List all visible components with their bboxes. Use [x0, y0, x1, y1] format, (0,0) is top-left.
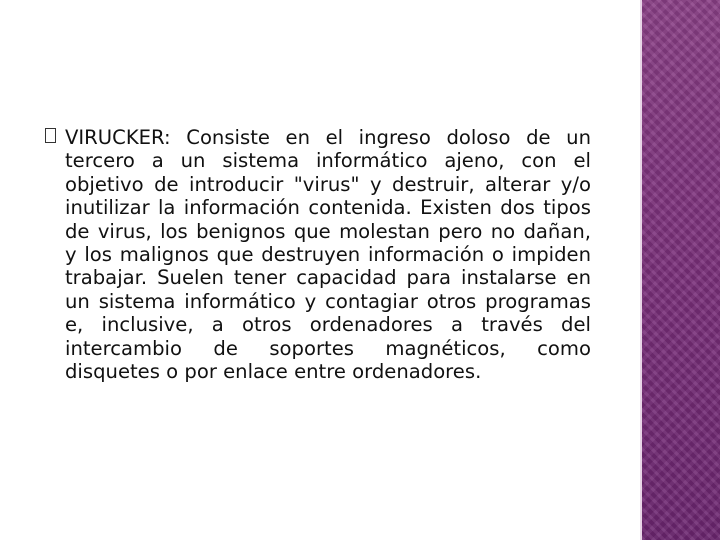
definition-text: Consiste en el ingreso doloso de un tercero a un sistema informático ajeno, con el objetivo de introducir "virus" y destruir, alterar y/o inutilizar la información contenida. Existen dos tipos de virus, los benignos que molestan pero no dañan, y los malignos que destruyen información o impiden trabajar. Suelen tener capacidad para instalarse en un sistema informático y contagiar otros programas e, inclusive, a otros ordenadores a través del intercambio de soportes magnéticos, como disquetes o por enlace entre ordenadores. — [65, 126, 591, 384]
square-bullet-icon — [45, 128, 56, 143]
term-virucker: VIRUCKER: — [65, 126, 171, 149]
bullet-paragraph — [45, 126, 591, 383]
decorative-accent-strip — [642, 0, 720, 540]
content-area — [45, 126, 591, 383]
